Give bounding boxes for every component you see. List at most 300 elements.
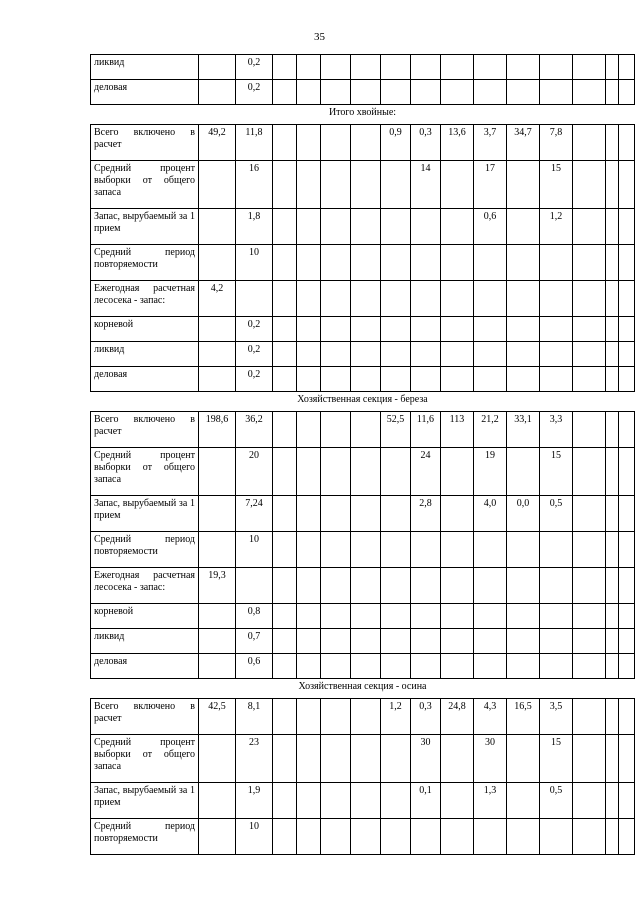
table-cell bbox=[321, 654, 351, 679]
table-cell bbox=[507, 735, 540, 783]
table-cell: 30 bbox=[474, 735, 507, 783]
table-cell bbox=[573, 654, 606, 679]
table-cell bbox=[321, 735, 351, 783]
table-cell bbox=[606, 448, 619, 496]
table-cell bbox=[507, 783, 540, 819]
table-cell bbox=[351, 735, 381, 783]
table-row bbox=[91, 412, 635, 448]
table-cell: 4,3 bbox=[474, 699, 507, 735]
table-cell-empty bbox=[619, 367, 635, 392]
table-cell bbox=[573, 604, 606, 629]
table-cell bbox=[321, 568, 351, 604]
table-cell bbox=[441, 281, 474, 317]
table-row bbox=[91, 604, 635, 629]
table-cell bbox=[507, 245, 540, 281]
table-cell: 7,8 bbox=[540, 125, 573, 161]
table-cell bbox=[606, 532, 619, 568]
table-cell: 16 bbox=[236, 161, 273, 209]
table-cell: 11,6 bbox=[411, 412, 441, 448]
table-cell bbox=[199, 80, 236, 105]
table-cell-empty bbox=[619, 629, 635, 654]
table-cell-empty bbox=[619, 209, 635, 245]
table-cell bbox=[573, 735, 606, 783]
table-cell bbox=[441, 161, 474, 209]
table-cell bbox=[474, 80, 507, 105]
table-cell bbox=[474, 245, 507, 281]
table-cell: 0,2 bbox=[236, 367, 273, 392]
table-cell: 16,5 bbox=[507, 699, 540, 735]
table-cell bbox=[381, 568, 411, 604]
table-cell bbox=[381, 735, 411, 783]
table-cell bbox=[321, 281, 351, 317]
table-cell bbox=[411, 629, 441, 654]
table-cell: 24,8 bbox=[441, 699, 474, 735]
table-cell bbox=[474, 654, 507, 679]
table-cell bbox=[540, 819, 573, 855]
table-cell bbox=[381, 209, 411, 245]
table-cell bbox=[351, 209, 381, 245]
table-cell bbox=[297, 735, 321, 783]
table-cell: 13,6 bbox=[441, 125, 474, 161]
table-cell bbox=[381, 604, 411, 629]
table-cell: 14 bbox=[411, 161, 441, 209]
table-cell bbox=[273, 532, 297, 568]
table-row bbox=[91, 367, 635, 392]
table-cell: 15 bbox=[540, 448, 573, 496]
row-label: Запас, вырубаемый за 1 прием bbox=[91, 783, 199, 819]
table-cell: 17 bbox=[474, 161, 507, 209]
row-label: деловая bbox=[91, 80, 199, 105]
table-cell bbox=[474, 568, 507, 604]
table-cell-empty bbox=[619, 281, 635, 317]
row-label: Всего включено в расчет bbox=[91, 125, 199, 161]
table-cell bbox=[351, 532, 381, 568]
table-cell: 7,24 bbox=[236, 496, 273, 532]
table-cell bbox=[441, 209, 474, 245]
row-label: Средний период повторяемости bbox=[91, 819, 199, 855]
table-cell: 113 bbox=[441, 412, 474, 448]
table-cell bbox=[351, 55, 381, 80]
table-cell bbox=[351, 629, 381, 654]
table-cell bbox=[199, 735, 236, 783]
section-title: Хозяйственная секция - береза bbox=[91, 392, 635, 412]
table-cell bbox=[606, 496, 619, 532]
table-cell bbox=[199, 55, 236, 80]
table-row bbox=[91, 496, 635, 532]
row-label: Всего включено в расчет bbox=[91, 412, 199, 448]
table-cell: 0,3 bbox=[411, 699, 441, 735]
table-cell-empty bbox=[619, 342, 635, 367]
table-cell: 10 bbox=[236, 245, 273, 281]
table-cell bbox=[606, 209, 619, 245]
table-cell: 3,7 bbox=[474, 125, 507, 161]
table-cell bbox=[474, 532, 507, 568]
table-cell bbox=[441, 317, 474, 342]
table-cell bbox=[351, 699, 381, 735]
table-row bbox=[91, 819, 635, 855]
table-cell bbox=[507, 819, 540, 855]
table-cell bbox=[474, 819, 507, 855]
table-cell bbox=[321, 342, 351, 367]
table-cell bbox=[273, 629, 297, 654]
table-cell: 34,7 bbox=[507, 125, 540, 161]
table-cell bbox=[297, 699, 321, 735]
table-cell bbox=[351, 342, 381, 367]
table-cell bbox=[411, 245, 441, 281]
table-cell-empty bbox=[619, 604, 635, 629]
table-cell: 0,9 bbox=[381, 125, 411, 161]
table-cell bbox=[321, 448, 351, 496]
table-cell-empty bbox=[619, 412, 635, 448]
table-cell bbox=[321, 161, 351, 209]
table-cell bbox=[351, 604, 381, 629]
table-cell-empty bbox=[619, 568, 635, 604]
table-cell bbox=[540, 568, 573, 604]
table-cell bbox=[199, 604, 236, 629]
table-cell bbox=[474, 55, 507, 80]
table-cell bbox=[441, 604, 474, 629]
table-cell bbox=[297, 125, 321, 161]
row-label: Средний процент выборки от общего запаса bbox=[91, 448, 199, 496]
table-cell bbox=[411, 209, 441, 245]
table-cell: 21,2 bbox=[474, 412, 507, 448]
table-cell bbox=[381, 245, 411, 281]
table-cell-empty bbox=[619, 654, 635, 679]
table-cell bbox=[540, 80, 573, 105]
table-row bbox=[91, 161, 635, 209]
table-cell bbox=[297, 342, 321, 367]
table-cell bbox=[441, 654, 474, 679]
table-cell bbox=[573, 161, 606, 209]
table-cell bbox=[573, 448, 606, 496]
row-label: ликвид bbox=[91, 342, 199, 367]
table-cell bbox=[297, 80, 321, 105]
table-cell: 1,2 bbox=[540, 209, 573, 245]
table-cell: 36,2 bbox=[236, 412, 273, 448]
table-cell bbox=[297, 783, 321, 819]
table-cell bbox=[321, 496, 351, 532]
section-header-row bbox=[91, 392, 635, 412]
table-cell bbox=[199, 654, 236, 679]
table-cell bbox=[507, 55, 540, 80]
table-cell bbox=[273, 448, 297, 496]
table-cell bbox=[351, 281, 381, 317]
table-cell bbox=[273, 604, 297, 629]
table-cell bbox=[507, 317, 540, 342]
table-cell bbox=[297, 496, 321, 532]
table-cell bbox=[381, 281, 411, 317]
table-cell bbox=[351, 317, 381, 342]
table-cell bbox=[606, 629, 619, 654]
table-cell bbox=[199, 783, 236, 819]
row-label: Всего включено в расчет bbox=[91, 699, 199, 735]
table-cell: 15 bbox=[540, 161, 573, 209]
table-cell-empty bbox=[619, 245, 635, 281]
table-cell bbox=[321, 412, 351, 448]
table-cell bbox=[606, 604, 619, 629]
table-cell bbox=[411, 281, 441, 317]
table-cell bbox=[573, 317, 606, 342]
table-cell bbox=[540, 245, 573, 281]
table-cell bbox=[381, 783, 411, 819]
table-cell bbox=[540, 317, 573, 342]
table-body bbox=[91, 55, 635, 855]
table-cell bbox=[199, 342, 236, 367]
table-row bbox=[91, 80, 635, 105]
table-cell bbox=[321, 629, 351, 654]
table-cell bbox=[273, 412, 297, 448]
table-cell bbox=[474, 604, 507, 629]
table-cell bbox=[273, 654, 297, 679]
table-cell: 0,8 bbox=[236, 604, 273, 629]
table-row bbox=[91, 532, 635, 568]
table-cell: 49,2 bbox=[199, 125, 236, 161]
table-cell bbox=[199, 161, 236, 209]
table-cell bbox=[540, 367, 573, 392]
table-cell bbox=[507, 532, 540, 568]
table-row bbox=[91, 783, 635, 819]
table-row bbox=[91, 699, 635, 735]
table-cell bbox=[411, 654, 441, 679]
table-cell bbox=[606, 412, 619, 448]
table-cell bbox=[321, 819, 351, 855]
table-cell bbox=[441, 629, 474, 654]
table-cell bbox=[199, 629, 236, 654]
table-cell bbox=[606, 125, 619, 161]
table-cell bbox=[540, 604, 573, 629]
table-row bbox=[91, 654, 635, 679]
table-row bbox=[91, 342, 635, 367]
table-cell bbox=[441, 819, 474, 855]
table-cell bbox=[606, 245, 619, 281]
table-cell bbox=[351, 448, 381, 496]
table-cell bbox=[507, 629, 540, 654]
table-cell bbox=[297, 568, 321, 604]
table-cell bbox=[507, 80, 540, 105]
table-cell: 0,0 bbox=[507, 496, 540, 532]
table-cell bbox=[606, 80, 619, 105]
table-cell bbox=[297, 654, 321, 679]
table-cell: 23 bbox=[236, 735, 273, 783]
table-cell bbox=[199, 448, 236, 496]
table-cell bbox=[351, 783, 381, 819]
table-cell bbox=[411, 80, 441, 105]
table-cell bbox=[199, 819, 236, 855]
table-cell bbox=[441, 568, 474, 604]
table-row bbox=[91, 125, 635, 161]
table-cell bbox=[351, 125, 381, 161]
table-cell bbox=[540, 629, 573, 654]
table-cell bbox=[297, 245, 321, 281]
table-cell bbox=[441, 496, 474, 532]
table-cell-empty bbox=[619, 819, 635, 855]
table-cell: 1,3 bbox=[474, 783, 507, 819]
table-cell: 2,8 bbox=[411, 496, 441, 532]
row-label: Ежегодная расчетная лесосека - запас: bbox=[91, 568, 199, 604]
table-cell bbox=[273, 281, 297, 317]
table-cell-empty bbox=[619, 448, 635, 496]
section-header-row bbox=[91, 105, 635, 125]
table-cell bbox=[507, 604, 540, 629]
table-cell bbox=[351, 819, 381, 855]
row-label: ликвид bbox=[91, 55, 199, 80]
forest-stock-table bbox=[90, 54, 635, 855]
table-cell bbox=[507, 161, 540, 209]
table-cell: 0,2 bbox=[236, 80, 273, 105]
table-cell bbox=[321, 532, 351, 568]
table-cell bbox=[540, 281, 573, 317]
table-cell bbox=[411, 367, 441, 392]
table-cell bbox=[297, 604, 321, 629]
table-cell bbox=[507, 342, 540, 367]
table-cell bbox=[321, 783, 351, 819]
table-cell: 1,2 bbox=[381, 699, 411, 735]
table-cell bbox=[351, 80, 381, 105]
table-cell: 42,5 bbox=[199, 699, 236, 735]
table-cell: 10 bbox=[236, 819, 273, 855]
table-cell bbox=[321, 245, 351, 281]
table-cell: 24 bbox=[411, 448, 441, 496]
table-cell bbox=[199, 367, 236, 392]
row-label: деловая bbox=[91, 367, 199, 392]
table-cell bbox=[507, 281, 540, 317]
table-cell bbox=[351, 412, 381, 448]
table-cell bbox=[273, 161, 297, 209]
table-cell bbox=[321, 367, 351, 392]
table-cell bbox=[273, 245, 297, 281]
table-cell bbox=[573, 281, 606, 317]
table-cell bbox=[381, 317, 411, 342]
table-cell bbox=[381, 819, 411, 855]
table-cell bbox=[606, 699, 619, 735]
table-cell bbox=[273, 735, 297, 783]
table-cell bbox=[381, 496, 411, 532]
table-cell-empty bbox=[619, 80, 635, 105]
table-cell bbox=[273, 699, 297, 735]
table-cell bbox=[507, 654, 540, 679]
table-cell bbox=[573, 367, 606, 392]
table-cell bbox=[507, 209, 540, 245]
table-cell bbox=[321, 209, 351, 245]
table-cell bbox=[381, 367, 411, 392]
table-cell bbox=[441, 342, 474, 367]
page-number: 35 bbox=[314, 31, 325, 43]
row-label: Средний период повторяемости bbox=[91, 532, 199, 568]
table-cell: 0,6 bbox=[474, 209, 507, 245]
table-cell: 19,3 bbox=[199, 568, 236, 604]
table-cell bbox=[573, 342, 606, 367]
row-label: Ежегодная расчетная лесосека - запас: bbox=[91, 281, 199, 317]
table-cell bbox=[297, 412, 321, 448]
table-row bbox=[91, 735, 635, 783]
table-cell bbox=[273, 568, 297, 604]
table-cell bbox=[381, 161, 411, 209]
table-cell bbox=[573, 568, 606, 604]
row-label: Запас, вырубаемый за 1 прием bbox=[91, 209, 199, 245]
table-cell bbox=[411, 604, 441, 629]
table-cell bbox=[573, 699, 606, 735]
row-label: Средний период повторяемости bbox=[91, 245, 199, 281]
table-cell bbox=[351, 161, 381, 209]
table-row bbox=[91, 629, 635, 654]
table-cell: 0,5 bbox=[540, 496, 573, 532]
table-cell: 30 bbox=[411, 735, 441, 783]
table-cell bbox=[381, 448, 411, 496]
table-cell bbox=[199, 209, 236, 245]
table-cell bbox=[273, 496, 297, 532]
table-cell: 0,2 bbox=[236, 55, 273, 80]
table-cell bbox=[507, 448, 540, 496]
table-cell bbox=[199, 532, 236, 568]
table-cell bbox=[474, 367, 507, 392]
table-cell bbox=[321, 604, 351, 629]
table-cell bbox=[441, 448, 474, 496]
table-cell bbox=[297, 448, 321, 496]
table-cell bbox=[441, 367, 474, 392]
table-cell bbox=[606, 161, 619, 209]
table-cell bbox=[273, 55, 297, 80]
table-cell: 1,8 bbox=[236, 209, 273, 245]
table-cell: 20 bbox=[236, 448, 273, 496]
table-cell-empty bbox=[619, 161, 635, 209]
table-cell bbox=[606, 735, 619, 783]
table-cell: 11,8 bbox=[236, 125, 273, 161]
table-cell bbox=[321, 80, 351, 105]
table-cell bbox=[351, 367, 381, 392]
table-cell bbox=[606, 819, 619, 855]
table-cell-empty bbox=[619, 783, 635, 819]
section-header-row bbox=[91, 679, 635, 699]
table-cell bbox=[351, 245, 381, 281]
table-cell bbox=[606, 568, 619, 604]
table-cell: 0,1 bbox=[411, 783, 441, 819]
table-cell bbox=[573, 245, 606, 281]
table-cell bbox=[351, 568, 381, 604]
table-cell: 0,2 bbox=[236, 317, 273, 342]
table-cell bbox=[297, 819, 321, 855]
table-cell bbox=[411, 819, 441, 855]
table-cell bbox=[297, 209, 321, 245]
table-row bbox=[91, 317, 635, 342]
table-cell-empty bbox=[619, 125, 635, 161]
table-cell bbox=[573, 412, 606, 448]
table-cell: 1,9 bbox=[236, 783, 273, 819]
table-cell bbox=[297, 55, 321, 80]
table-cell bbox=[573, 209, 606, 245]
row-label: Запас, вырубаемый за 1 прием bbox=[91, 496, 199, 532]
table-cell bbox=[199, 496, 236, 532]
table-cell bbox=[411, 532, 441, 568]
table-cell bbox=[441, 55, 474, 80]
table-cell bbox=[273, 209, 297, 245]
table-cell bbox=[381, 532, 411, 568]
row-label: корневой bbox=[91, 317, 199, 342]
table-cell: 8,1 bbox=[236, 699, 273, 735]
table-cell bbox=[606, 342, 619, 367]
table-cell: 15 bbox=[540, 735, 573, 783]
table-cell bbox=[236, 281, 273, 317]
table-cell bbox=[381, 342, 411, 367]
table-cell bbox=[199, 317, 236, 342]
table-cell bbox=[507, 367, 540, 392]
table-cell bbox=[540, 342, 573, 367]
table-cell bbox=[381, 629, 411, 654]
row-label: ликвид bbox=[91, 629, 199, 654]
table-cell bbox=[321, 55, 351, 80]
table-cell bbox=[606, 55, 619, 80]
table-cell bbox=[573, 629, 606, 654]
table-cell-empty bbox=[619, 532, 635, 568]
